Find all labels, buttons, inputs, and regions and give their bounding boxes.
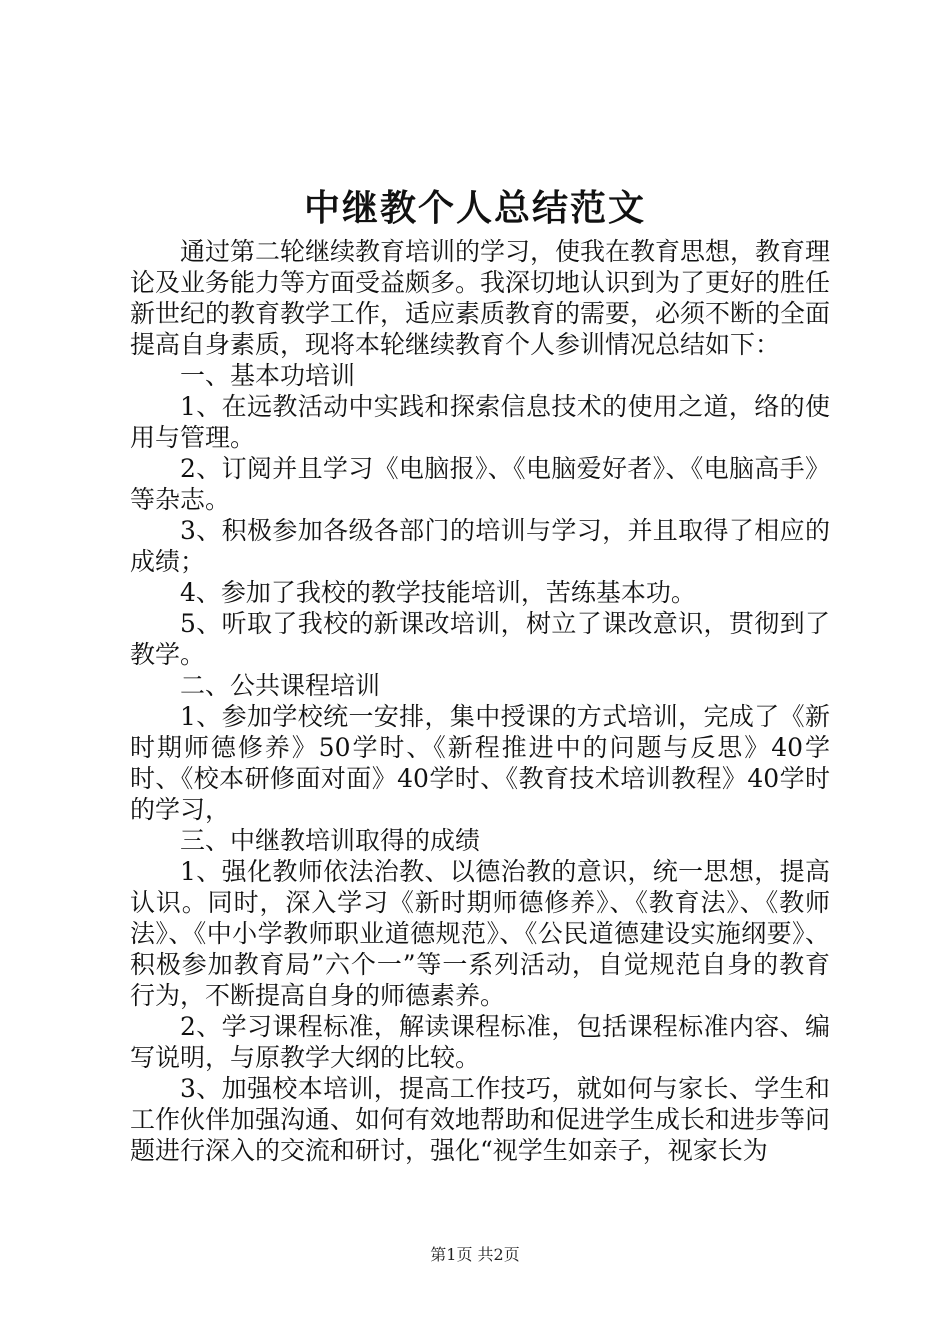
section-heading-2: 二、公共课程培训 <box>180 671 381 700</box>
document-body <box>130 236 830 1166</box>
list-item: 3、积极参加各级各部门的培训与学习，并且取得了相应的成绩； <box>130 516 830 576</box>
list-item: 2、订阅并且学习《电脑报》、《电脑爱好者》、《电脑高手》等杂志。 <box>130 454 830 514</box>
section-heading-1: 一、基本功培训 <box>180 361 356 390</box>
page-footer: 第1页 共2页 <box>430 1245 520 1264</box>
list-item: 1、在远教活动中实践和探索信息技术的使用之道，络的使用与管理。 <box>130 392 830 452</box>
section-heading-3: 三、中继教培训取得的成绩 <box>180 826 481 855</box>
list-item: 5、听取了我校的新课改培训，树立了课改意识，贯彻到了教学。 <box>130 609 830 669</box>
document-title: 中继教个人总结范文 <box>303 187 646 229</box>
list-item: 4、参加了我校的教学技能培训，苦练基本功。 <box>180 578 696 607</box>
intro-paragraph: 通过第二轮继续教育培训的学习，使我在教育思想，教育理论及业务能力等方面受益颇多。我深切地认识到为了更好的胜任新世纪的教育教学工作，适应素质教育的需要，必须不断的全面提高自身素质，现将本轮继续教育个人参训情况总结如下： <box>130 237 831 359</box>
list-item: 2、学习课程标准，解读课程标准，包括课程标准内容、编写说明，与原教学大纲的比较。 <box>130 1012 830 1072</box>
list-item: 3、加强校本培训，提高工作技巧，就如何与家长、学生和工作伙伴加强沟通、如何有效地帮助和促进学生成长和进步等问题进行深入的交流和研讨，强化“视学生如亲子，视家长为 <box>130 1074 831 1165</box>
list-item: 1、强化教师依法治教、以德治教的意识，统一思想，提高认识。同时，深入学习《新时期师德修养》、《教育法》、《教师法》、《中小学教师职业道德规范》、《公民道德建设实施纲要》、积极参加教育局”六个一”等一系列活动，自觉规范自身的教育行为，不断提高自身的师德素养。 <box>130 857 830 1010</box>
list-item: 1、参加学校统一安排，集中授课的方式培训，完成了《新时期师德修养》50学时、《新程推进中的问题与反思》40学时、《校本研修面对面》40学时、《教育技术培训教程》40学时的学习， <box>130 702 830 824</box>
